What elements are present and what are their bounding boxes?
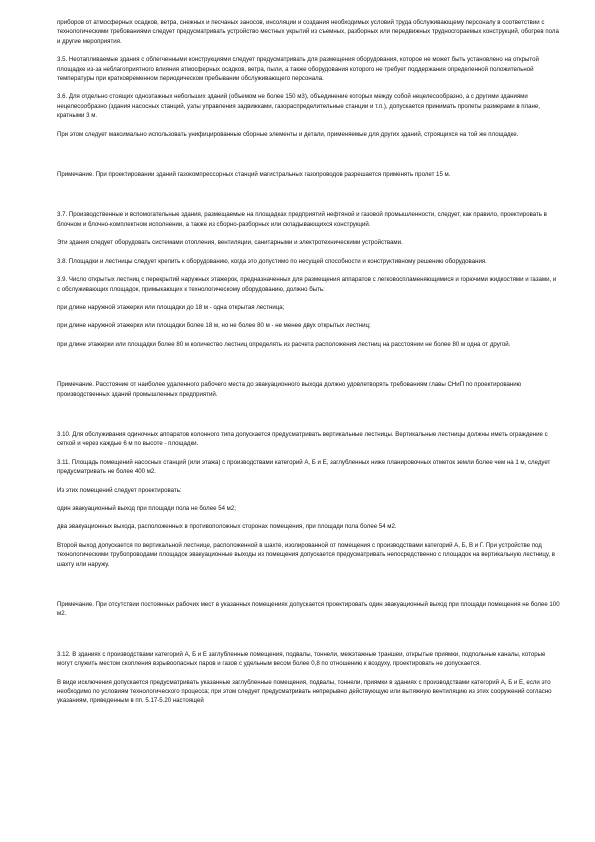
paragraph-spacer <box>57 188 561 210</box>
paragraph-p9: 3.9. Число открытых лестниц с перекрытий наружных этажерок, предназначенных для размещения аппаратов с легковоспламеняющимися и горючими жидкостями и газами, и с обслуживающих площадок, примыкающих к технологическому оборудованию, должно быть: <box>57 276 557 293</box>
paragraph-p6: 3.7. Производственные и вспомогательные здания, размещаемые на площадках предприятий нефтяной и газовой промышленности, следует, как правило, проектировать в блочном и блочно-комплектном исполнении, а также из сборно-разборных или складывающихся конструкций. <box>57 211 547 228</box>
paragraph-p14: 3.10. Для обслуживания одиночных аппаратов колонного типа допускается предусматривать вертикальные лестницы. Вертикальные лестницы должны иметь ограждение с сеткой и через каждые 6 м по высоте - площадки. <box>57 430 548 448</box>
paragraph-p19: Второй выход допускается по вертикальной лестнице, расположенной в шахте, изолированной от помещения с производствами категорий А, Б, В и Г. При устройстве под технологическими трубопроводами площадок эвакуационные выходы из помещения допускается предусматривать непосредственно с площадок на вертикальную лестницу, в шахту или наружу. <box>57 541 555 568</box>
paragraph-p13: Примечание. Расстояние от наиболее удаленного рабочего места до эвакуационного выхода должно удовлетворять требованиям главы СНиП по проектированию производственных зданий промышленных предприятий. <box>57 381 522 398</box>
paragraph-p11: при длине наружной этажерки или площадки более 18 м, но не более 80 м - не менее двух открытых лестниц; <box>57 322 371 330</box>
paragraph-p4: При этом следует максимально использовать унифицированные сборные элементы и детали, применяемые для других зданий, строящихся на той же площадке. <box>57 130 519 138</box>
paragraph-p10: при длине наружной этажерки или площадки до 18 м - одна открытая лестница; <box>57 303 285 311</box>
paragraph-p15: 3.11. Площадь помещений насосных станций (или этажа) с производствами категорий А, Б и Е, заглубленных ниже планировочных отметок земли более чем на 1 м, следует предусматривать не более 400 м2. <box>57 458 551 476</box>
paragraph-p7: Эти здания следует оборудовать системами отопления, вентиляции, санитарными и электротехническими устройствами. <box>57 239 403 247</box>
paragraph-p20: Примечание. При отсутствии постоянных рабочих мест в указанных помещениях допускается проектировать один эвакуационный выход при площади помещения не более 100 м2. <box>57 601 560 618</box>
paragraph-p12: при длине этажерки или площадки более 80 м количество лестниц определять из расчета расположения лестниц на расстоянии не более 80 м одна от другой. <box>57 340 511 348</box>
paragraph-spacer <box>57 628 561 650</box>
paragraph-p22: В виде исключения допускается предусматривать указанные заглубленные помещения, подвалы, тоннели, приямки в зданиях с производствами категорий А, Б и Е, если это необходимо по условиям технологического процесса; при этом следует предусматривать непрерывно действующую или вытяжную вентиляцию из этих сооружений согласно указаниям, приведенным в пп. 5.17-5.20 настоящей <box>57 678 552 705</box>
paragraph-spacer <box>57 408 561 430</box>
paragraph-spacer <box>57 578 561 600</box>
paragraph-spacer <box>57 358 561 380</box>
paragraph-p8: 3.8. Площадки и лестницы следует крепить к оборудованию, когда это допустимо по несущей способности и конструктивному решению оборудования. <box>57 257 487 265</box>
paragraph-p2: 3.5. Неотапливаемые здания с облегченными конструкциями следует предусматривать для размещения оборудования, которое не может быть установлено на открытой площадке из-за неблагоприятного влияния атмосферных осадков, ветра, пыли, а также оборудования которого не требует поддержания определенной положительной температуры при кратковременном периодическом пребывании обслуживающего персонала. <box>57 56 539 83</box>
paragraph-p17: один эвакуационный выход при площади пола не более 54 м2; <box>57 504 236 512</box>
paragraph-spacer <box>57 148 561 170</box>
paragraph-p18: два эвакуационных выхода, расположенных в противоположных сторонах помещения, при площади пола более 54 м2. <box>57 523 397 531</box>
paragraph-p16: Из этих помещений следует проектировать: <box>57 486 182 494</box>
paragraph-p1: приборов от атмосферных осадков, ветра, снежных и песчаных заносов, инсоляции и создания необходимых условий труда обслуживающему персоналу в соответствии с технологическими требованиями следует предусматривать устройство местных укрытий из съемных, разборных или передвижных трудносгораемых конструкций, обогрев пола и другие мероприятия. <box>57 19 559 45</box>
paragraph-p21: 3.12. В зданиях с производствами категорий А, Б и Е заглубленные помещения, подвалы, тоннели, межэтажные траншеи, открытые приямки, подпольные каналы, которые могут служить местом скопления взрывоопасных паров и газов с удельным весом более 0,8 по отношению к воздуху, проектировать не допускается. <box>57 650 546 668</box>
paragraph-p3: 3.6. Для отдельно стоящих одноэтажных небольших зданий (объемом не более 150 м3), объединение которых между собой нецелесообразно, а с другими зданиями нецелесообразно (здания насосных станций, узлы управления задвижками, газораспределительные станции и т.п.), допускается принимать пролеты размерами в плане, кратными 3 м. <box>57 93 540 120</box>
paragraph-p5: Примечание. При проектировании зданий газокомпрессорных станций магистральных газопроводов разрешается применять пролет 15 м. <box>57 171 451 179</box>
